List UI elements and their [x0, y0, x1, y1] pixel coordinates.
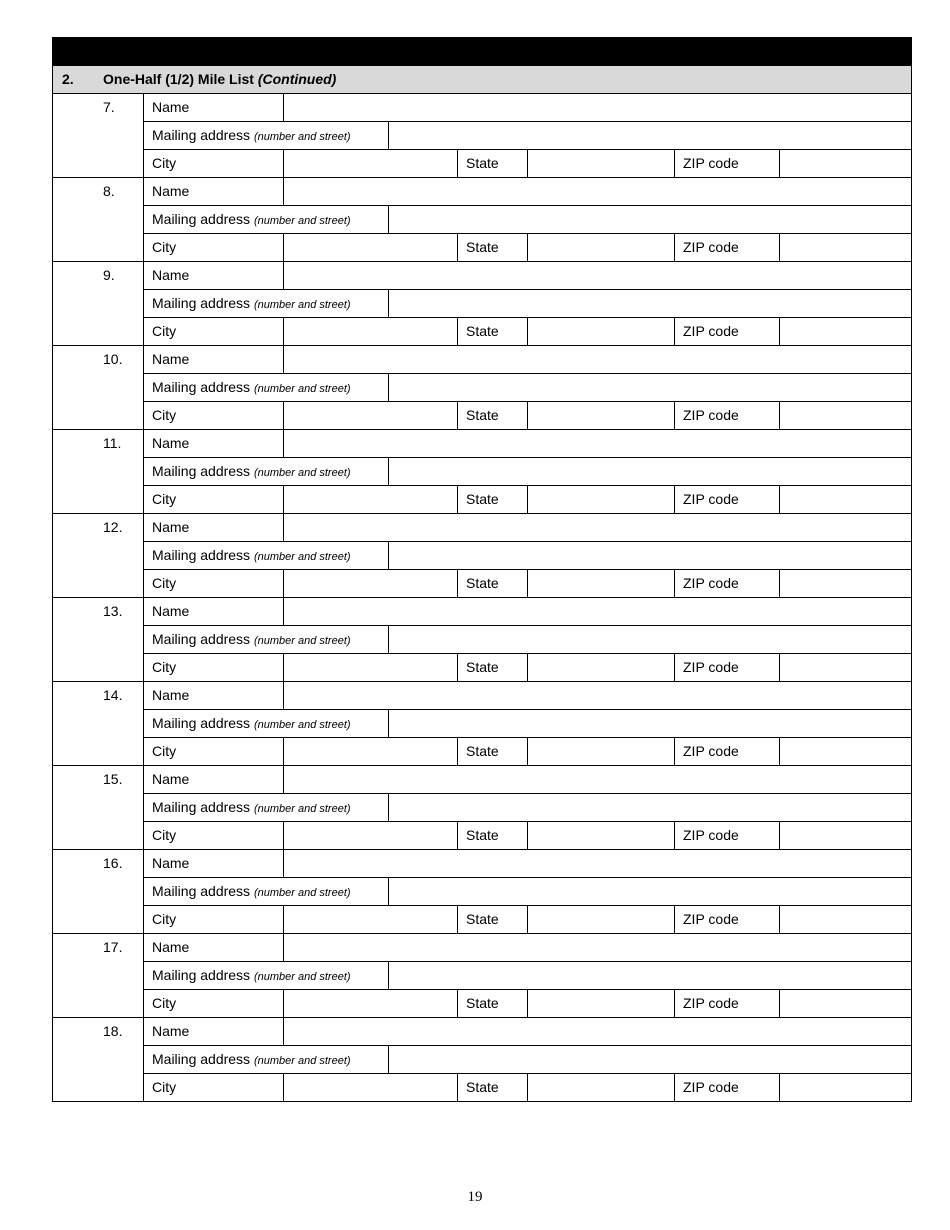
mailing-address-field[interactable] [388, 541, 911, 569]
mailing-address-field[interactable] [388, 625, 911, 653]
name-label: Name [143, 93, 283, 121]
section-header [52, 65, 911, 93]
mailing-address-hint: (number and street) [253, 131, 351, 143]
city-field[interactable] [283, 653, 457, 681]
state-label: State [457, 821, 527, 849]
list-entry [52, 345, 911, 429]
state-field[interactable] [527, 821, 674, 849]
city-label: City [143, 1073, 283, 1101]
mailing-address-label-text: Mailing address [152, 799, 251, 815]
state-field[interactable] [527, 317, 674, 345]
zip-field[interactable] [779, 1073, 911, 1101]
zip-label: ZIP code [674, 989, 779, 1017]
mailing-address-label [143, 877, 388, 905]
mailing-address-field[interactable] [388, 457, 911, 485]
state-field[interactable] [527, 989, 674, 1017]
mailing-address-label-text: Mailing address [152, 379, 251, 395]
entry-number: 12. [52, 513, 143, 597]
state-field[interactable] [527, 149, 674, 177]
name-label: Name [143, 933, 283, 961]
mailing-address-label-text: Mailing address [152, 547, 251, 563]
name-field[interactable] [283, 345, 911, 373]
mailing-address-label [143, 457, 388, 485]
city-field[interactable] [283, 233, 457, 261]
city-label: City [143, 989, 283, 1017]
city-field[interactable] [283, 401, 457, 429]
zip-label: ZIP code [674, 653, 779, 681]
mailing-address-label-text: Mailing address [152, 631, 251, 647]
section-title-text: One-Half (1/2) Mile List [103, 71, 254, 87]
zip-field[interactable] [779, 317, 911, 345]
entry-number: 8. [52, 177, 143, 261]
zip-label: ZIP code [674, 1073, 779, 1101]
entry-list [52, 93, 911, 1101]
name-field[interactable] [283, 765, 911, 793]
mailing-address-label [143, 961, 388, 989]
zip-field[interactable] [779, 653, 911, 681]
city-label: City [143, 485, 283, 513]
mailing-address-label [143, 541, 388, 569]
city-field[interactable] [283, 737, 457, 765]
city-field[interactable] [283, 905, 457, 933]
list-entry [52, 765, 911, 849]
zip-field[interactable] [779, 821, 911, 849]
state-label: State [457, 485, 527, 513]
entry-number: 10. [52, 345, 143, 429]
zip-field[interactable] [779, 401, 911, 429]
state-label: State [457, 737, 527, 765]
mailing-address-label-text: Mailing address [152, 211, 251, 227]
name-field[interactable] [283, 681, 911, 709]
city-label: City [143, 401, 283, 429]
state-label: State [457, 149, 527, 177]
name-label: Name [143, 597, 283, 625]
name-label: Name [143, 513, 283, 541]
city-label: City [143, 905, 283, 933]
list-entry [52, 177, 911, 261]
name-label: Name [143, 765, 283, 793]
mailing-address-hint: (number and street) [253, 887, 351, 899]
mailing-address-field[interactable] [388, 205, 911, 233]
state-field[interactable] [527, 569, 674, 597]
section-title-suffix: (Continued) [257, 71, 337, 87]
zip-field[interactable] [779, 233, 911, 261]
list-entry [52, 261, 911, 345]
mailing-address-field[interactable] [388, 373, 911, 401]
state-label: State [457, 1073, 527, 1101]
mailing-address-label [143, 289, 388, 317]
zip-label: ZIP code [674, 569, 779, 597]
state-field[interactable] [527, 653, 674, 681]
zip-label: ZIP code [674, 485, 779, 513]
state-field[interactable] [527, 737, 674, 765]
name-field[interactable] [283, 933, 911, 961]
list-entry [52, 513, 911, 597]
name-field[interactable] [283, 513, 911, 541]
mailing-address-label [143, 373, 388, 401]
zip-field[interactable] [779, 149, 911, 177]
city-field[interactable] [283, 149, 457, 177]
mailing-address-label-text: Mailing address [152, 1051, 251, 1067]
name-label: Name [143, 681, 283, 709]
mailing-address-field[interactable] [388, 1045, 911, 1073]
mailing-address-field[interactable] [388, 289, 911, 317]
mailing-address-hint: (number and street) [253, 971, 351, 983]
mailing-address-hint: (number and street) [253, 467, 351, 479]
city-label: City [143, 737, 283, 765]
city-field[interactable] [283, 989, 457, 1017]
name-field[interactable] [283, 93, 911, 121]
city-label: City [143, 149, 283, 177]
mailing-address-label [143, 709, 388, 737]
form-top-bar [52, 37, 911, 65]
state-field[interactable] [527, 233, 674, 261]
list-entry [52, 681, 911, 765]
name-label: Name [143, 429, 283, 457]
state-label: State [457, 905, 527, 933]
zip-label: ZIP code [674, 317, 779, 345]
section-number: 2. [62, 71, 74, 87]
zip-label: ZIP code [674, 737, 779, 765]
mailing-address-hint: (number and street) [253, 215, 351, 227]
entry-number: 15. [52, 765, 143, 849]
name-label: Name [143, 177, 283, 205]
mailing-address-hint: (number and street) [253, 299, 351, 311]
mailing-address-field[interactable] [388, 793, 911, 821]
entry-number: 16. [52, 849, 143, 933]
entry-number: 7. [52, 93, 143, 177]
name-field[interactable] [283, 597, 911, 625]
entry-number: 9. [52, 261, 143, 345]
name-label: Name [143, 1017, 283, 1045]
list-entry [52, 849, 911, 933]
city-label: City [143, 821, 283, 849]
mailing-address-label [143, 121, 388, 149]
mailing-address-label-text: Mailing address [152, 127, 251, 143]
name-label: Name [143, 345, 283, 373]
list-entry [52, 1017, 911, 1101]
state-label: State [457, 401, 527, 429]
mailing-address-label-text: Mailing address [152, 295, 251, 311]
mailing-address-hint: (number and street) [253, 719, 351, 731]
entry-number: 11. [52, 429, 143, 513]
list-entry [52, 429, 911, 513]
list-entry [52, 933, 911, 1017]
state-label: State [457, 233, 527, 261]
mailing-address-hint: (number and street) [253, 1055, 351, 1067]
entry-number: 18. [52, 1017, 143, 1101]
state-label: State [457, 989, 527, 1017]
zip-field[interactable] [779, 989, 911, 1017]
entry-number: 14. [52, 681, 143, 765]
state-label: State [457, 653, 527, 681]
zip-label: ZIP code [674, 401, 779, 429]
zip-field[interactable] [779, 569, 911, 597]
city-label: City [143, 569, 283, 597]
zip-label: ZIP code [674, 149, 779, 177]
zip-field[interactable] [779, 737, 911, 765]
mailing-address-label-text: Mailing address [152, 967, 251, 983]
state-field[interactable] [527, 1073, 674, 1101]
mailing-address-field[interactable] [388, 877, 911, 905]
zip-field[interactable] [779, 485, 911, 513]
mailing-address-label [143, 1045, 388, 1073]
name-label: Name [143, 849, 283, 877]
name-field[interactable] [283, 1017, 911, 1045]
mailing-address-label-text: Mailing address [152, 463, 251, 479]
entry-number: 13. [52, 597, 143, 681]
list-entry [52, 597, 911, 681]
mailing-address-label [143, 205, 388, 233]
zip-label: ZIP code [674, 233, 779, 261]
mailing-address-label-text: Mailing address [152, 715, 251, 731]
name-field[interactable] [283, 177, 911, 205]
name-field[interactable] [283, 261, 911, 289]
mailing-address-hint: (number and street) [253, 635, 351, 647]
zip-field[interactable] [779, 905, 911, 933]
state-field[interactable] [527, 485, 674, 513]
name-field[interactable] [283, 849, 911, 877]
entry-number: 17. [52, 933, 143, 1017]
city-field[interactable] [283, 1073, 457, 1101]
mailing-address-field[interactable] [388, 961, 911, 989]
name-label: Name [143, 261, 283, 289]
city-label: City [143, 317, 283, 345]
city-field[interactable] [283, 569, 457, 597]
zip-label: ZIP code [674, 821, 779, 849]
city-label: City [143, 653, 283, 681]
state-label: State [457, 317, 527, 345]
zip-label: ZIP code [674, 905, 779, 933]
mailing-address-field[interactable] [388, 121, 911, 149]
name-field[interactable] [283, 429, 911, 457]
section-title [103, 66, 336, 92]
mile-list-form [52, 37, 912, 1102]
mailing-address-field[interactable] [388, 709, 911, 737]
city-field[interactable] [283, 485, 457, 513]
state-label: State [457, 569, 527, 597]
city-field[interactable] [283, 317, 457, 345]
state-field[interactable] [527, 905, 674, 933]
mailing-address-label-text: Mailing address [152, 883, 251, 899]
state-field[interactable] [527, 401, 674, 429]
mailing-address-hint: (number and street) [253, 803, 351, 815]
city-label: City [143, 233, 283, 261]
mailing-address-label [143, 793, 388, 821]
city-field[interactable] [283, 821, 457, 849]
mailing-address-label [143, 625, 388, 653]
list-entry [52, 93, 911, 177]
page-number: 19 [467, 1189, 483, 1205]
mailing-address-hint: (number and street) [253, 383, 351, 395]
mailing-address-hint: (number and street) [253, 551, 351, 563]
